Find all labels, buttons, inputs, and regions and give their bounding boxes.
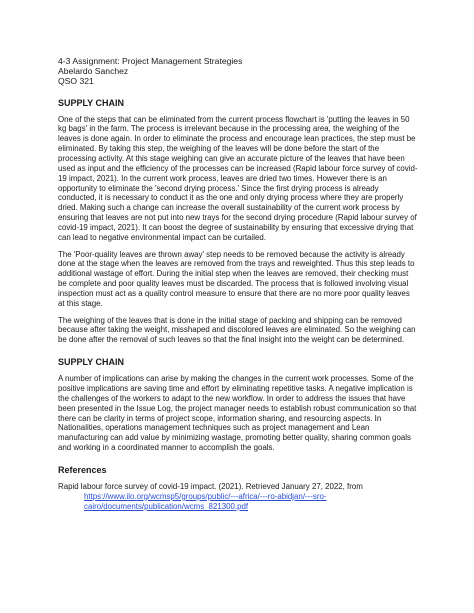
reference-link[interactable]: https://www.ilo.org/wcmsp5/groups/public/---africa/---ro-abidjan/---sro-cairo/documents/publication/wcms_821300.pdf [84, 491, 327, 511]
reference-entry [58, 482, 418, 512]
course-code: QSO 321 [58, 76, 94, 87]
references-heading: References [58, 464, 107, 475]
assignment-title: 4-3 Assignment: Project Management Strategies [58, 56, 243, 66]
section-heading-supply-chain-1: SUPPLY CHAIN [58, 97, 125, 108]
paragraph-weighing-leaves: The weighing of the leaves that is done in the initial stage of packing and shipping can be removed because after taking the weight, misshaped and discolored leaves are eliminated. So the weighing can be done after the removal of such leaves so that the final insight into the weight can be determined. [58, 315, 416, 345]
paragraph-poor-quality-leaves: The 'Poor-quality leaves are thrown away' step needs to be removed because the activity is already done at the stage when the leaves are removed from the trays and reweighted. Thus this step leads to additional wastage of effort. During the initial step when the leaves are removed, their checking must be complete and poor quality leaves must be discarded. The process that is followed involving visual inspection must act as a quality control measure to ensure that there are no more poor quality leaves at this stage. [58, 249, 415, 308]
author-name: Abelardo Sanchez [58, 66, 129, 77]
reference-text: Rapid labour force survey of covid-19 impact. (2021). Retrieved January 27, 2022, from [58, 481, 363, 491]
paragraph-eliminate-steps: One of the steps that can be eliminated from the current process flowchart is 'putting the leaves in 50 kg bags' in the farm. The process is irrelevant because in the processing area, the weighing of the leaves is done again. In order to eliminate the process and encourage lean practices, the step must be eliminated. By taking this step, the weighing of the leaves will be done before the start of the processing activity. At this stage weighing can give an accurate picture of the leaves that have been used as input and the efficiency of the processes can be increased (Rapid labour force survey of covid-19 impact, 2021). In the current work process, leaves are dried two times. However there is an opportunity to eliminate the 'second drying process.' Since the first drying process is already conducted, it is necessary to conduct it as the one and only drying process where they are properly dried. Making such a change can increase the overall sustainability of the current work process by ensuring that leaves are not put into new trays for the second drying procedure (Rapid labour survey of covid-19 impact, 2021). It can boost the degree of sustainability by ensuring that excessive drying that can lead to negative environmental impact can be curtailed. [58, 114, 418, 242]
document-content [58, 56, 418, 511]
section-heading-supply-chain-2: SUPPLY CHAIN [58, 357, 125, 368]
paragraph-implications: A number of implications can arise by making the changes in the current work processes. Some of the positive implications are saving time and effort by eliminating repetitive tasks. A negative implication is the challenges of the workers to adapt to the new workflow. In order to address the issues that have been presented in the Issue Log, the project manager needs to establish robust communication so that there can be clarity in terms of project scope, information sharing, and resourcing aspects. In Nationalities, operations management techniques such as project management and Lean manufacturing can add value by minimizing wastage, promoting better quality, sharing common goals and working in a coordinated manner to accomplish the goals. [58, 374, 417, 453]
